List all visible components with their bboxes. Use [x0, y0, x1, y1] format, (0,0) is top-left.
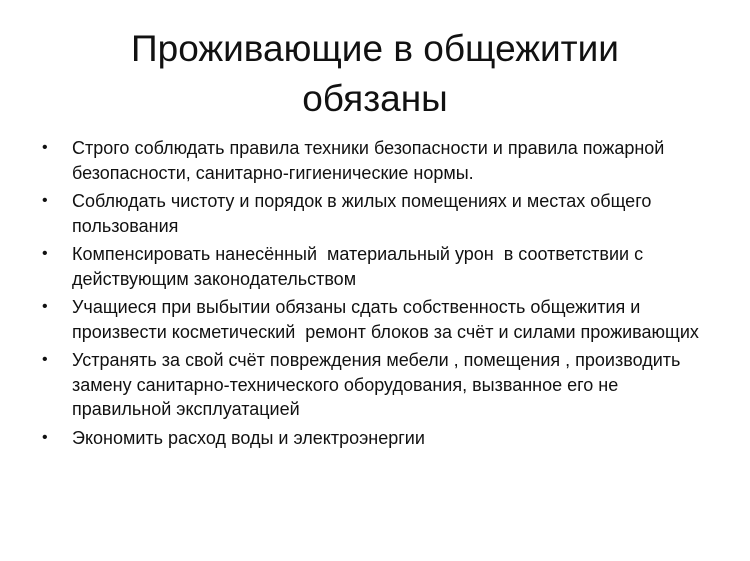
bullet-text: Учащиеся при выбытии обязаны сдать собственность общежития и произвести косметический ремонт блоков за счёт и силами проживающих [72, 297, 699, 342]
bullet-text: Компенсировать нанесённый материальный урон в соответствии с действующим законодательством [72, 244, 649, 289]
bullet-dot-icon: • [42, 245, 48, 262]
bullet-dot-icon: • [42, 192, 48, 209]
bullet-text: Устранять за свой счёт повреждения мебели , помещения , производить замену санитарно-технического оборудования, вызванное его не правильной эксплуатацией [72, 350, 686, 419]
bullet-text: Экономить расход воды и электроэнергии [72, 427, 425, 448]
bullet-list [36, 136, 716, 454]
bullet-text: Соблюдать чистоту и порядок в жилых помещениях и местах общего пользования [72, 191, 657, 236]
bullet-item [36, 242, 716, 291]
bullet-dot-icon: • [42, 139, 48, 156]
bullet-item [36, 348, 716, 422]
bullet-item [36, 189, 716, 238]
slide-title [40, 24, 710, 124]
bullet-item [36, 426, 716, 451]
bullet-dot-icon: • [42, 351, 48, 368]
bullet-text: Строго соблюдать правила техники безопасности и правила пожарной безопасности, санитарно-гигиенические нормы. [72, 138, 670, 183]
slide-title-line-2: обязаны [302, 78, 448, 119]
bullet-dot-icon: • [42, 428, 48, 446]
slide-title-line-1: Проживающие в общежитии [131, 28, 619, 69]
bullet-item [36, 295, 716, 344]
bullet-item [36, 136, 716, 185]
bullet-dot-icon: • [42, 298, 48, 315]
